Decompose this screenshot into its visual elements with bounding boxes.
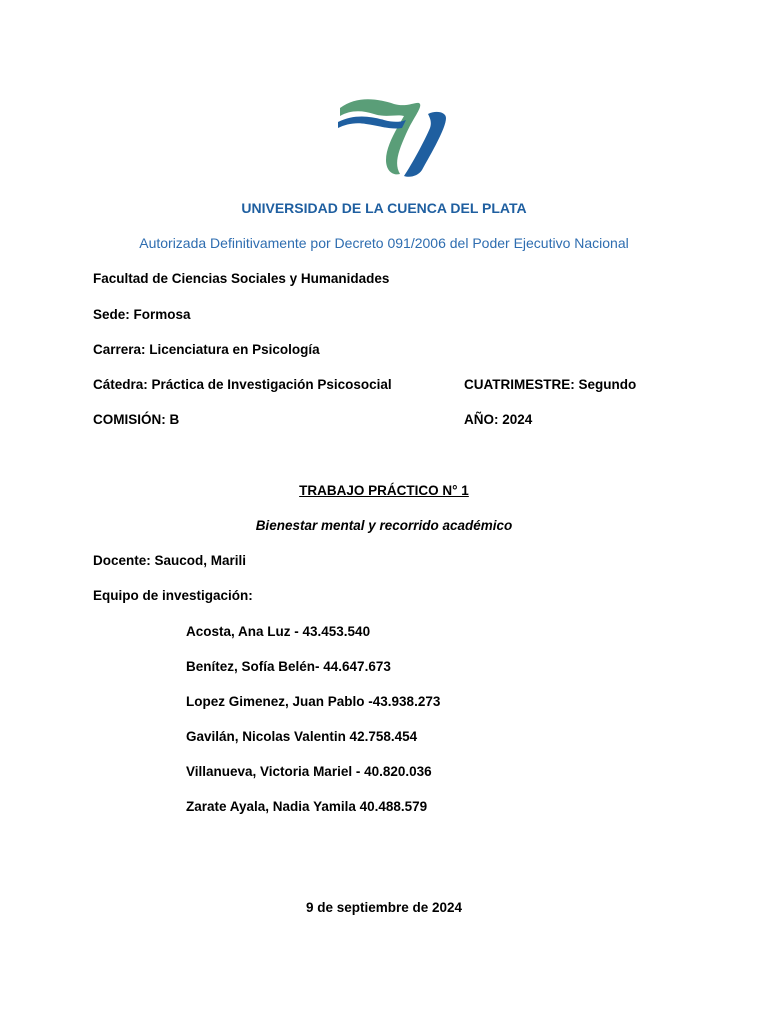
team-member: Acosta, Ana Luz - 43.453.540 — [186, 624, 371, 639]
submission-date: 9 de septiembre de 2024 — [305, 900, 463, 915]
team-member: Benítez, Sofía Belén- 44.647.673 — [186, 659, 391, 674]
university-name: UNIVERSIDAD DE LA CUENCA DEL PLATA — [241, 200, 527, 216]
faculty-line: Facultad de Ciencias Sociales y Humanidades — [93, 271, 390, 286]
teacher-line: Docente: Saucod, Marili — [93, 553, 247, 568]
university-logo-icon — [336, 94, 450, 180]
year-line: AÑO: 2024 — [464, 412, 533, 427]
team-label: Equipo de investigación: — [93, 588, 253, 603]
commission-line: COMISIÓN: B — [93, 412, 180, 427]
term-line: CUATRIMESTRE: Segundo — [464, 377, 637, 392]
career-line: Carrera: Licenciatura en Psicología — [93, 342, 320, 357]
assignment-subtitle: Bienestar mental y recorrido académico — [255, 518, 513, 533]
team-member: Gavilán, Nicolas Valentin 42.758.454 — [186, 729, 418, 744]
team-member: Zarate Ayala, Nadia Yamila 40.488.579 — [186, 799, 428, 814]
campus-line: Sede: Formosa — [93, 307, 191, 322]
team-member: Villanueva, Victoria Mariel - 40.820.036 — [186, 764, 432, 779]
authorization-text: Autorizada Definitivamente por Decreto 091/2006 del Poder Ejecutivo Nacional — [139, 235, 629, 251]
course-line: Cátedra: Práctica de Investigación Psicosocial — [93, 377, 392, 392]
team-member: Lopez Gimenez, Juan Pablo -43.938.273 — [186, 694, 441, 709]
assignment-title: TRABAJO PRÁCTICO N° 1 — [299, 483, 469, 498]
